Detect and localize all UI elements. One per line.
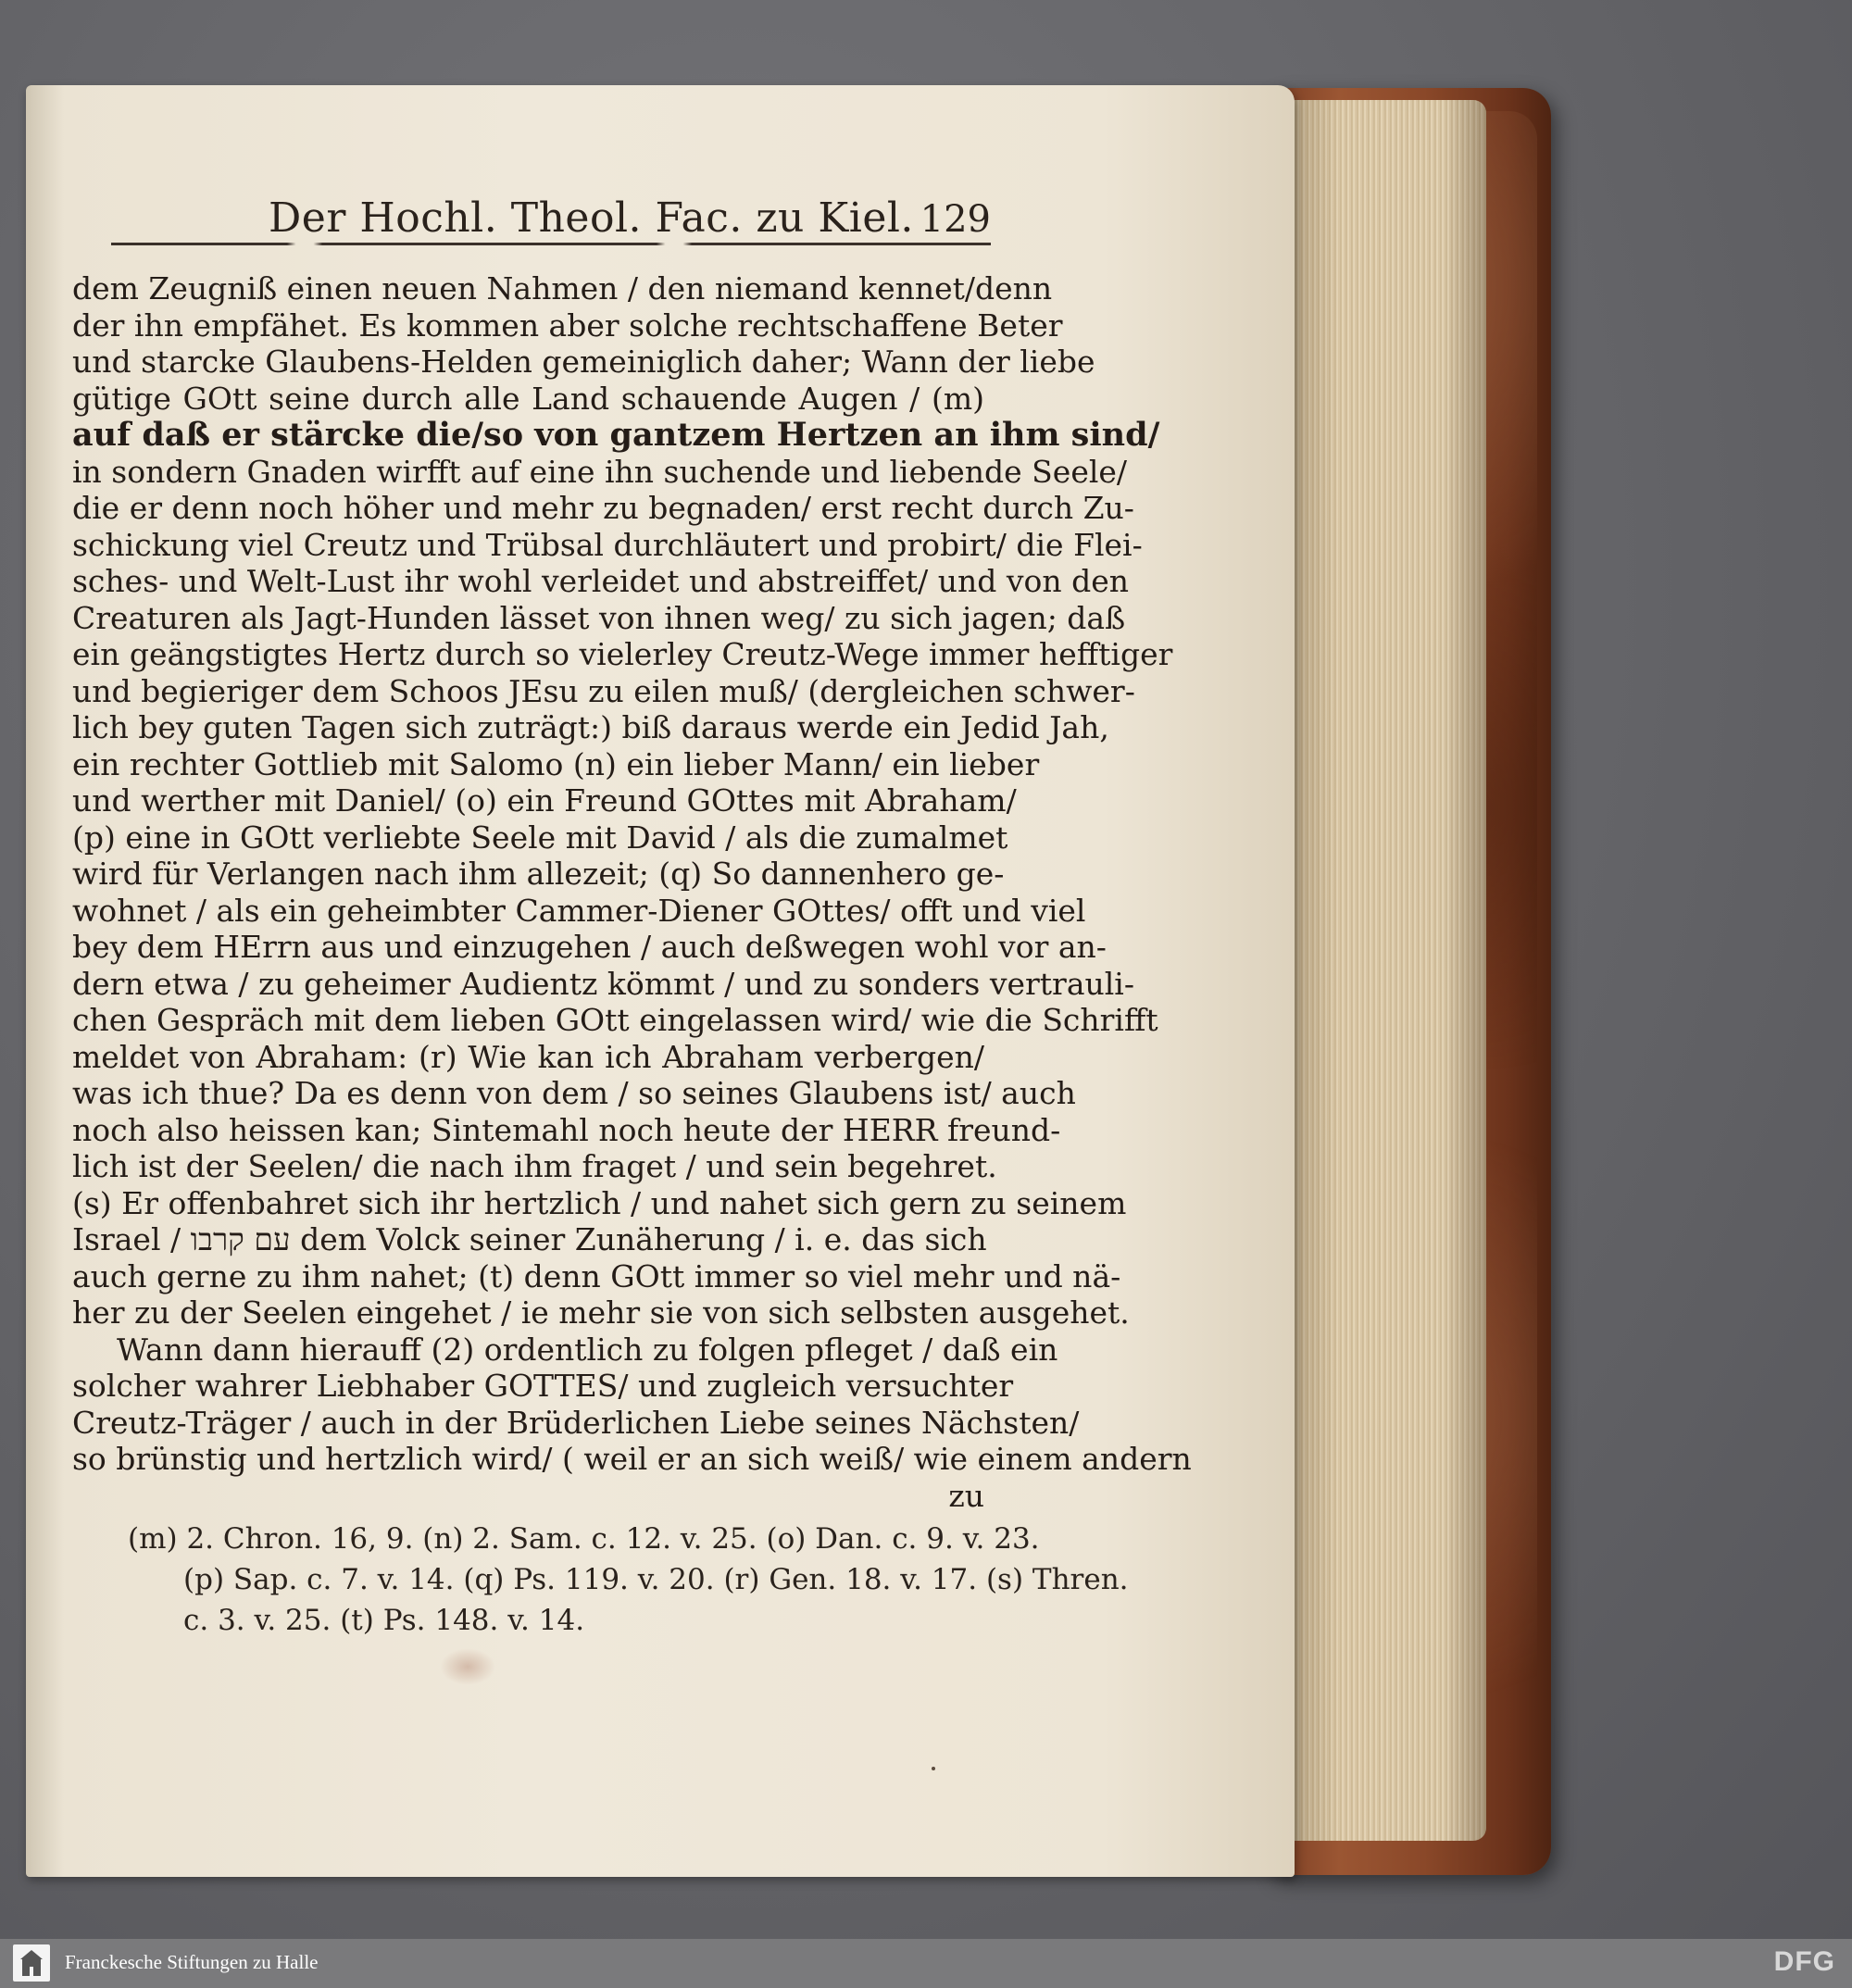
institution-logo-icon [13, 1944, 50, 1982]
text-line: wird für Verlangen nach ihm allezeit; (q) So dannenhero ge- [72, 856, 1005, 892]
text-line: der ihn empfähet. Es kommen aber solche rechtschaffene Beter [72, 306, 1063, 344]
footnote-line: c. 3. v. 25. (t) Ps. 148. v. 14. [183, 1604, 585, 1637]
text-line: bey dem HErrn aus und einzugehen / auch deßwegen wohl vor an- [72, 929, 1107, 965]
text-line: schickung viel Creutz und Trübsal durchläutert und probirt/ die Flei- [72, 526, 1143, 563]
text-line: die er denn noch höher und mehr zu begnaden/ erst recht durch Zu- [72, 490, 1134, 526]
footnotes [128, 1519, 1129, 1641]
text-line: dem Zeugniß einen neuen Nahmen / den niemand kennet/denn [72, 270, 1053, 306]
paper-speck [932, 1767, 935, 1770]
text-line: dern etwa / zu geheimer Audientz kömmt / und zu sonders vertrauli- [72, 965, 1135, 1002]
text-line: Israel / עם קרבו dem Volck seiner Zunäherung / i. e. das sich [72, 1221, 987, 1257]
running-head: Der Hochl. Theol. Fac. zu Kiel. [269, 194, 914, 242]
text-line: sches- und Welt-Lust ihr wohl verleidet und abstreiffet/ und von den [72, 563, 1130, 599]
text-line: Creutz-Träger / auch in der Brüderlichen Liebe seines Nächsten/ [72, 1404, 1080, 1441]
body-text [72, 270, 1192, 1514]
paper-stain [440, 1648, 495, 1685]
catchword: zu [948, 1477, 984, 1514]
text-line: Wann dann hierauff (2) ordentlich zu folgen pfleget / daß ein [117, 1331, 1058, 1368]
text-line: solcher wahrer Liebhaber GOTTES/ und zugleich versuchter [72, 1368, 1014, 1404]
text-line: gütige GOtt seine durch alle Land schauende Augen / (m) [72, 380, 984, 417]
text-line: was ich thue? Da es denn von dem / so seines Glaubens ist/ auch [72, 1075, 1076, 1111]
text-line: her zu der Seelen eingehet / ie mehr sie von sich selbsten ausgehet. [72, 1294, 1130, 1331]
footnote-line: (p) Sap. c. 7. v. 14. (q) Ps. 119. v. 20. (r) Gen. 18. v. 17. (s) Thren. [183, 1563, 1129, 1596]
text-line: lich bey guten Tagen sich zuträgt:) biß daraus werde ein Jedid Jah, [72, 709, 1109, 745]
text-line: chen Gespräch mit dem lieben GOtt eingelassen wird/ wie die Schrifft [72, 1002, 1158, 1038]
text-line: meldet von Abraham: (r) Wie kan ich Abraham verbergen/ [72, 1038, 984, 1075]
text-line: (p) eine in GOtt verliebte Seele mit David / als die zumalmet [72, 819, 1008, 856]
header-rule [111, 243, 991, 245]
dfg-logo[interactable]: DFG [1773, 1946, 1835, 1977]
footer-bar [0, 1939, 1852, 1988]
text-line: so brünstig und hertzlich wird/ ( weil er an sich weiß/ wie einem andern [72, 1441, 1192, 1477]
text-line: ein geängstigtes Hertz durch so vielerley Creutz-Wege immer hefftiger [72, 636, 1173, 672]
text-line: Creaturen als Jagt-Hunden lässet von ihnen weg/ zu sich jagen; daß [72, 599, 1126, 636]
text-line: in sondern Gnaden wirfft auf eine ihn suchende und liebende Seele/ [72, 453, 1128, 490]
text-line: und begieriger dem Schoos JEsu zu eilen muß/ (dergleichen schwer- [72, 672, 1135, 709]
page-header [241, 194, 991, 250]
footnote-line: (m) 2. Chron. 16, 9. (n) 2. Sam. c. 12. v. 25. (o) Dan. c. 9. v. 23. [128, 1522, 1040, 1556]
page-edges-shade [1278, 100, 1486, 1841]
text-line: ein rechter Gottlieb mit Salomo (n) ein lieber Mann/ ein lieber [72, 745, 1040, 782]
text-line: lich ist der Seelen/ die nach ihm fraget / und sein begehret. [72, 1148, 997, 1184]
page-number: 129 [920, 198, 991, 241]
text-line: auf daß er stärcke die/so von gantzem Hertzen an ihm sind/ [72, 416, 1160, 454]
institution-name[interactable]: Franckesche Stiftungen zu Halle [65, 1951, 319, 1973]
text-line: auch gerne zu ihm nahet; (t) denn GOtt immer so viel mehr und nä- [72, 1257, 1121, 1294]
text-line: und werther mit Daniel/ (o) ein Freund GOttes mit Abraham/ [72, 782, 1017, 819]
text-line: und starcke Glaubens-Helden gemeiniglich daher; Wann der liebe [72, 344, 1095, 380]
text-line: (s) Er offenbahret sich ihr hertzlich / und nahet sich gern zu seinem [72, 1184, 1127, 1221]
text-line: noch also heissen kan; Sintemahl noch heute der HERR freund- [72, 1111, 1061, 1148]
text-line: wohnet / als ein geheimbter Cammer-Diener GOttes/ offt und viel [72, 892, 1086, 929]
